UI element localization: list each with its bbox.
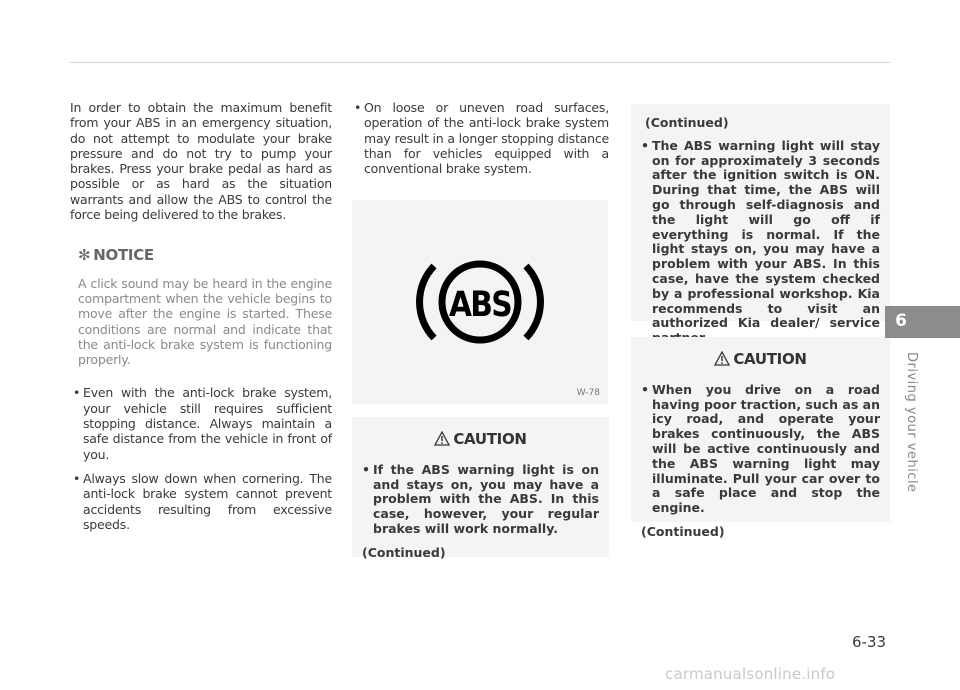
caution-box-continued: [631, 104, 890, 331]
list-item: • Even with the anti-lock brake system, your vehicle still requires sufficient stopping distance. Always maintain a safe distance from the vehicle in front of you.: [70, 385, 332, 461]
list-item: • When you drive on a road having poor traction, such as an icy road, and operate your brakes continuously, the ABS will be active continuously and the ABS warning light may illuminate. Pull your car over to a safe place and stop the engine.: [641, 383, 880, 516]
figure-code: W-78: [576, 388, 600, 398]
chapter-label-text: Driving your vehicle: [904, 352, 919, 493]
notice-title: [78, 248, 332, 263]
bullet-list-middle: [351, 100, 609, 176]
warning-triangle-icon: [714, 351, 730, 366]
chapter-number: 6: [895, 311, 907, 331]
intro-paragraph: In order to obtain the maximum benefit from your ABS in an emergency situation, do not attempt to modulate your brake pressure and do not try to pump your brakes. Press your brake pedal as hard as possible or as hard as the situation warrants and allow the ABS to control the force being delivered to the brakes.: [70, 100, 332, 223]
caution-title: [362, 431, 599, 447]
list-item: • On loose or uneven road surfaces, operation of the anti-lock brake system may result in a longer stopping distance than for vehicles equipped with a conventional brake system.: [351, 100, 609, 176]
caution-list: [641, 139, 880, 346]
abs-icon-label: ABS: [449, 285, 511, 325]
caution-title-text: CAUTION: [733, 350, 807, 368]
list-item: • The ABS warning light will stay on for approximately 3 seconds after the ignition switch is ON. During that time, the ABS will go through self-diagnosis and the light will go off if everything is normal. If the light stays on, you may have a problem with your ABS. In this case, have the system checked by a professional workshop. Kia recommends to visit an authorized Kia dealer/ service: [641, 139, 880, 346]
top-divider: [70, 62, 890, 63]
list-item: • If the ABS warning light is on and stays on, you may have a problem with the ABS. In this case, however, your regular brakes will work normally.: [362, 463, 599, 537]
chapter-label: [905, 352, 925, 502]
page-number: 6-33: [852, 633, 887, 651]
continued-label-top: (Continued): [645, 115, 729, 130]
abs-warning-icon: [416, 244, 544, 360]
caution-box-right: [631, 337, 890, 539]
notice-body: A click sound may be heard in the engine compartment when the vehicle begins to move after the engine is started. These conditions are normal and indicate that the anti-lock brake system is functioning properly.: [78, 275, 332, 368]
column-left: [70, 100, 332, 541]
continued-label: (Continued): [641, 523, 725, 539]
caution-list: [362, 463, 599, 537]
abs-figure: [352, 200, 608, 404]
caution-list: [641, 383, 880, 516]
warning-triangle-icon: [434, 431, 450, 446]
caution-title-text: CAUTION: [453, 430, 527, 448]
bullet-list-left: [70, 385, 332, 532]
list-item: • Always slow down when cornering. The anti-lock brake system cannot prevent accidents resulting from excessive speeds.: [70, 471, 332, 532]
column-middle: [351, 100, 609, 185]
continued-label: (Continued): [362, 544, 446, 560]
notice-title-text: NOTICE: [93, 246, 154, 265]
watermark: carmanualsonline.info: [665, 665, 836, 683]
caution-box-middle: [352, 417, 609, 560]
caution-title: [641, 351, 880, 367]
notice-star-icon: ✻: [78, 246, 91, 265]
chapter-tab: [885, 306, 960, 338]
